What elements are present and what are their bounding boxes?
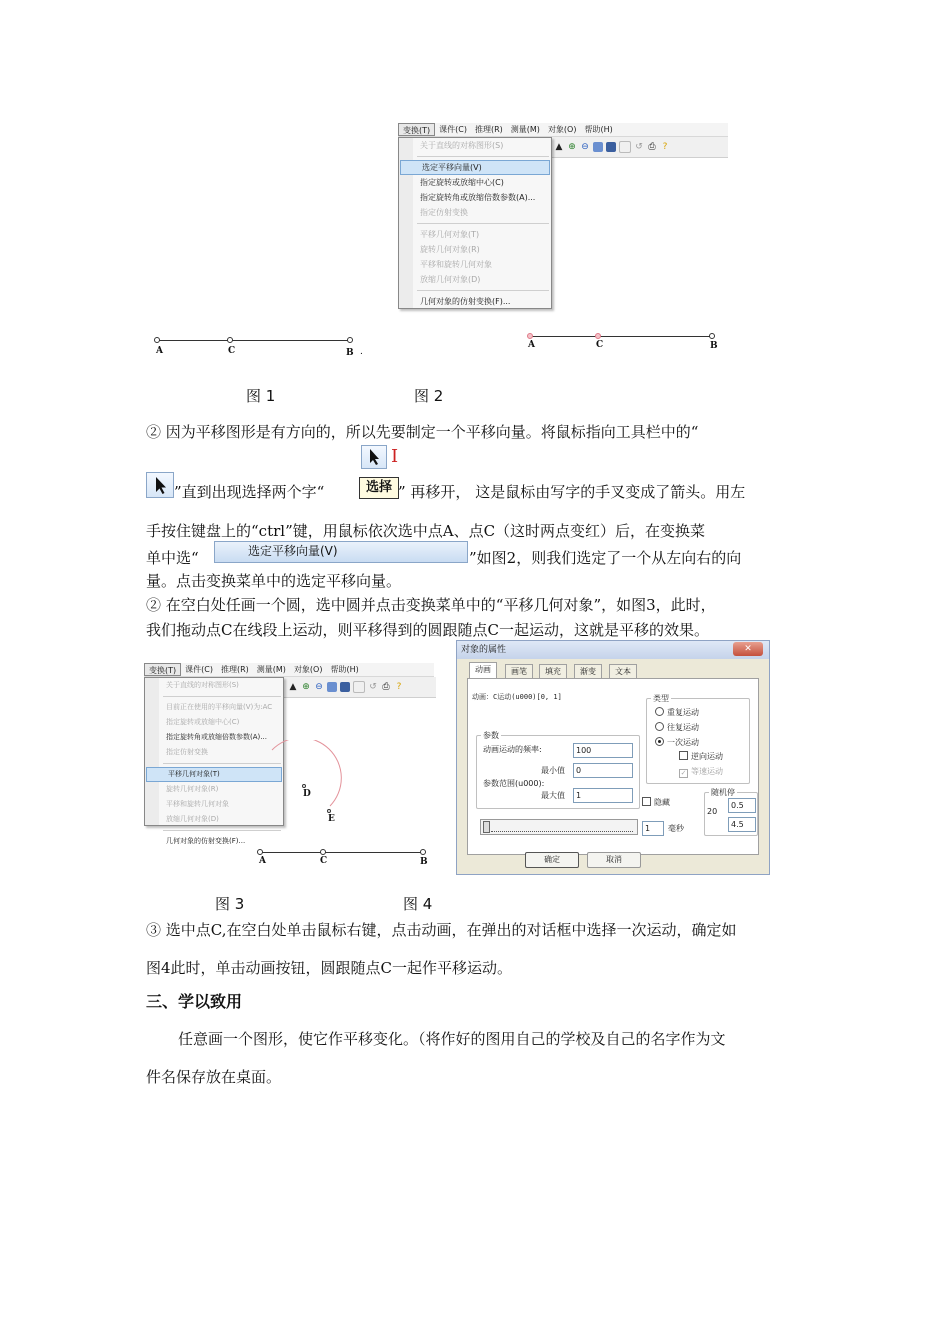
checkbox-reverse-label: 逆向运动 [691,752,723,761]
tab-text[interactable]: 文本 [609,664,637,679]
help-icon[interactable]: ? [662,142,668,152]
fig2-label-c: C [596,340,604,350]
min-label: 最小值 [541,766,565,775]
menu-separator [163,830,281,831]
fig1-trailing-dot: . [360,347,363,357]
fig3-menu-item: 目前正在使用的平移向量(V)为:AC [166,703,273,711]
fig1-menu-item: 旋转几何对象(R) [420,245,480,254]
menu-separator [417,156,549,157]
fig3-menubar-item[interactable]: 对象(O) [293,665,323,674]
fig3-label-a: A [259,856,266,866]
random-value-b: 20 [707,807,718,816]
checkbox-icon [642,797,651,806]
cancel-button[interactable]: 取消 [587,852,641,868]
fig3-point-e[interactable] [327,809,331,813]
checkbox-reverse[interactable] [679,751,723,762]
fig3-label-d: D [303,789,311,799]
fig3-menubar-item[interactable]: 课件(C) [185,665,213,674]
fig3-menubar-item[interactable]: 测量(M) [256,665,286,674]
zoom-in-icon[interactable]: ⊕ [302,682,310,692]
fig1-menubar-item[interactable]: 对象(O) [547,125,577,134]
caption-fig3: 图 3 [215,895,245,913]
fig3-menu-item: 旋转几何对象(R) [166,785,219,793]
fig1-menu-item: 平移和旋转几何对象 [420,260,492,269]
checkbox-constant-speed[interactable] [679,766,723,778]
random-stop-label: 随机停 [711,788,735,797]
params-group [476,731,640,809]
fig1-menu-item[interactable]: 指定旋转或放缩中心(C) [420,178,504,187]
select-arrow-icon [361,445,387,469]
fig1-menu-item[interactable]: 指定旋转角或放缩倍数参数(A)... [420,193,536,202]
fig3-menubar-item[interactable]: 变换(T) [144,663,181,676]
fig2-segment-ab [530,336,712,337]
type-group-label: 类型 [653,694,669,703]
fig3-menu-item[interactable]: 平移几何对象(T) [146,767,282,782]
fig3-menubar-item[interactable]: 推理(R) [220,665,249,674]
fig3-menubar [144,663,434,677]
fig1-menu-item: 指定仿射变换 [420,208,468,217]
fig3-point-b[interactable] [420,849,426,855]
para-practice-line2: 件名保存放在桌面。 [146,1068,282,1086]
para-step2-line1: ② 因为平移图形是有方向的，所以先要制定一个平移向量。将鼠标指向工具栏中的“ [146,423,699,441]
menu-separator [163,763,281,764]
fig3-menu-item: 平移和旋转几何对象 [166,800,229,808]
random-field-a[interactable]: 0.5 [728,798,756,813]
frequency-label: 动画运动的频率: [483,745,542,754]
slider-thumb[interactable] [483,821,490,833]
menu-separator [163,696,281,697]
para-step2b-line2: 我们拖动点C在线段上运动，则平移得到的圆跟随点C一起运动，这就是平移的效果。 [146,621,709,639]
tab-pen[interactable]: 画笔 [505,664,533,679]
dialog-title: 对象的属性 [457,641,769,659]
radio-icon [655,722,664,731]
fig1-menu-item: 平移几何对象(T) [420,230,480,239]
frequency-field[interactable]: 100 [573,743,633,758]
radio-icon [655,707,664,716]
fig2-label-b: B [710,341,718,351]
tab-gradient[interactable]: 渐变 [574,664,602,679]
fig3-point-d[interactable] [302,784,306,788]
fig3-point-c[interactable] [320,849,326,855]
fig3-menu-item[interactable]: 几何对象的仿射变换(F)... [166,837,246,845]
fig2-label-a: A [528,340,535,350]
slider-ticks [491,828,633,832]
tab-animation[interactable]: 动画 [469,662,497,679]
fig1-menubar-item[interactable]: 变换(T) [398,123,435,136]
para-step2-line4a: 单中选“ [146,549,199,567]
menu-separator [417,290,549,291]
radio-once-label: 一次运动 [667,738,699,747]
select-translation-vector-banner: 选定平移向量(V) [214,541,468,563]
radio-back-and-forth-label: 往复运动 [667,723,699,732]
fig2-point-c[interactable] [595,333,601,339]
fig1-segment-ab [157,340,350,341]
fig1-menu-items [399,138,551,309]
select-tooltip: 选择 [359,477,399,499]
print-icon[interactable]: ⎙ [382,682,390,692]
para-step3-line2: 图4此时，单击动画按钮，圆跟随点C一起作平移运动。 [146,959,513,977]
radio-repeat-label: 重复运动 [667,708,699,717]
arrow-tool-icon [146,472,174,498]
layout-icon[interactable] [606,142,616,152]
para-step3-line1: ③ 选中点C,在空白处单击鼠标右键，点击动画，在弹出的对话框中选择一次运动，确定如 [146,921,737,939]
max-field[interactable]: 1 [573,788,633,803]
type-group [646,694,750,784]
menu-separator [417,223,549,224]
help-icon[interactable]: ? [396,682,402,692]
object-properties-dialog [456,640,770,875]
fig1-menubar-item[interactable]: 测量(M) [510,125,540,134]
fig3-label-b: B [420,857,428,867]
checkbox-constant-speed-label: 等速运动 [691,767,723,776]
fig3-menu-item: 放缩几何对象(D) [166,815,219,823]
fig1-point-a[interactable] [154,337,160,343]
fig3-transform-dropdown [144,677,284,845]
fig3-point-a[interactable] [257,849,263,855]
fig3-menu-item: 关于直线的对称图形(S) [166,681,239,689]
para-step2-line2b: ” 再移开， 这是鼠标由写字的手叉变成了箭头。用左 [398,483,746,501]
para-step2-line5: 量。点击变换菜单中的选定平移向量。 [146,572,402,590]
checkbox-hide[interactable] [642,797,670,808]
zoom-in-icon[interactable]: ⊕ [568,142,576,152]
layout-icon[interactable] [340,682,350,692]
fig1-label-b: B [346,348,354,358]
fig1-transform-dropdown [398,137,552,309]
undo-icon[interactable]: ↺ [635,142,643,152]
fig1-menu-item[interactable]: 选定平移向量(V) [400,160,550,175]
fig1-toolbar [550,137,728,158]
random-field-c[interactable]: 4.5 [728,817,756,832]
caption-fig2: 图 2 [414,387,444,405]
text-color-icon[interactable]: ▲ [289,682,297,692]
radio-selected-icon [655,737,664,746]
radio-repeat[interactable] [655,707,699,718]
grid-icon[interactable] [593,142,603,152]
fig3-menubar-item[interactable]: 帮助(H) [330,665,359,674]
fig1-menu-item: 关于直线的对称图形(S) [420,141,504,150]
checkbox-hide-label: 隐藏 [654,798,670,807]
fig1-label-c: C [228,346,236,356]
fig3-menu-items [145,678,283,849]
random-stop-group [704,788,758,836]
fig1-menubar [398,123,728,137]
caption-fig4: 图 4 [403,895,433,913]
fig3-menu-item: 指定仿射变换 [166,748,208,756]
text-cursor-icon: I [391,446,399,467]
ok-button[interactable]: 确定 [525,852,579,868]
fig3-menu-item[interactable]: 指定旋转角或放缩倍数参数(A)... [166,733,267,741]
zoom-out-icon[interactable]: ⊖ [581,142,589,152]
print-icon[interactable]: ⎙ [648,142,656,152]
section-heading-3: 三、学以致用 [146,992,243,1011]
para-practice-line1: 任意画一个图形，使它作平移变化。（将作好的图用自己的学校及自己的名字作为文 [178,1030,726,1048]
fig3-toolbar [284,677,436,698]
tab-fill[interactable]: 填充 [539,664,567,679]
checkbox-checked-icon: ✓ [680,769,687,777]
fig3-segment-ab [260,852,423,853]
fig1-menubar-item[interactable]: 课件(C) [439,125,467,134]
fig1-menu-item[interactable]: 几何对象的仿射变换(F)... [420,297,511,306]
fig1-point-b[interactable] [347,337,353,343]
fig1-point-c[interactable] [227,337,233,343]
caption-fig1: 图 1 [246,387,276,405]
para-step2-line3: 手按住键盘上的“ctrl”键，用鼠标依次选中点A、点C（这时两点变红）后，在变换菜 [146,522,706,540]
fig1-menubar-item[interactable]: 帮助(H) [584,125,613,134]
text-color-icon[interactable]: ▲ [555,142,563,152]
min-field[interactable]: 0 [573,763,633,778]
fig2-point-a[interactable] [527,333,533,339]
radio-once[interactable] [655,737,699,748]
params-group-label: 参数 [483,731,499,740]
fig1-menubar-item[interactable]: 推理(R) [474,125,503,134]
fig1-label-a: A [156,346,163,356]
fig2-point-b[interactable] [709,333,715,339]
max-label: 最大值 [541,791,565,800]
ms-label: 毫秒 [668,824,684,833]
undo-icon[interactable]: ↺ [369,682,377,692]
fig3-label-e: E [328,814,335,824]
animation-panel [467,678,759,855]
grid-icon[interactable] [327,682,337,692]
fig1-menu-screenshot [398,123,728,308]
range-label: 参数范围(u000): [483,779,545,788]
radio-back-and-forth[interactable] [655,722,699,733]
para-step2b-line1: ② 在空白处任画一个圆，选中圆并点击变换菜单中的“平移几何对象”，如图3，此时， [146,596,716,614]
ms-field[interactable]: 1 [642,821,664,836]
animation-label: 动画：C运动(u000)[0, 1] [472,693,562,701]
fig3-label-c: C [320,856,328,866]
para-step2-line2a: ”直到出现选择两个字“ [174,483,325,501]
checkbox-icon [679,751,688,760]
zoom-out-icon[interactable]: ⊖ [315,682,323,692]
fig3-menu-item: 指定旋转或放缩中心(C) [166,718,240,726]
fig1-menu-item: 放缩几何对象(D) [420,275,481,284]
window-icon[interactable] [353,681,365,693]
fig3-circle [268,740,348,820]
para-step2-line4b: ”如图2，则我们选定了一个从左向右的向 [469,549,742,567]
speed-slider[interactable] [480,819,638,835]
close-icon[interactable]: ✕ [733,642,763,656]
window-icon[interactable] [619,141,631,153]
